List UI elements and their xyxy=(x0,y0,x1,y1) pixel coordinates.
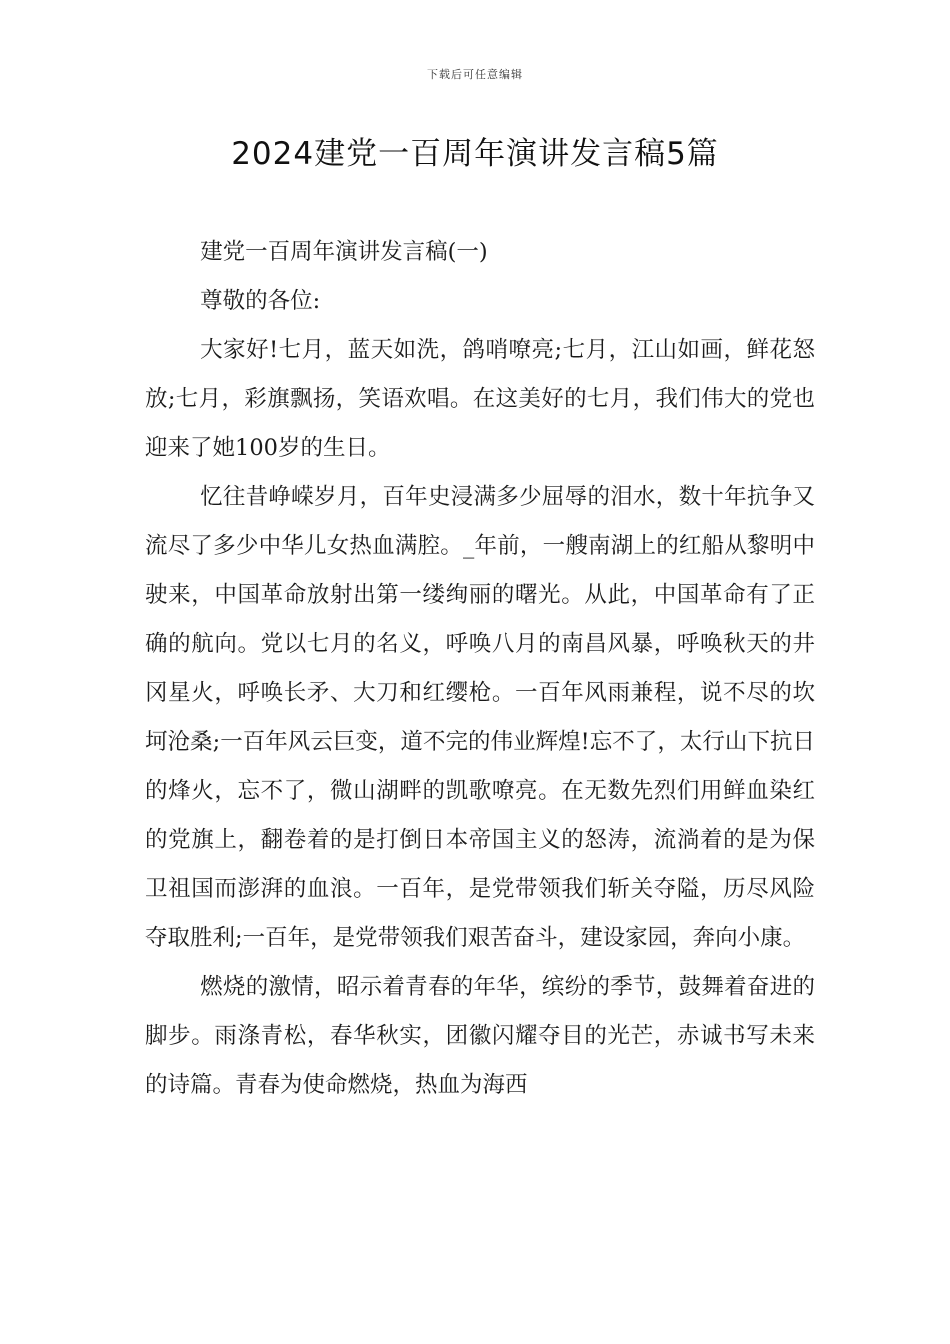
document-title: 2024建党一百周年演讲发言稿5篇 xyxy=(231,136,719,172)
section-heading: 建党一百周年演讲发言稿(一) xyxy=(200,239,488,265)
paragraph: 燃烧的激情，昭示着青春的年华，缤纷的季节，鼓舞着奋进的脚步。雨涤青松，春华秋实，团徽闪耀夺目的光芒，赤诚书写未来的诗篇。青春为使命燃烧，热血为海西 xyxy=(145,974,815,1098)
paragraph: 忆往昔峥嵘岁月，百年史浸满多少屈辱的泪水，数十年抗争又流尽了多少中华儿女热血满腔。_年前，一艘南湖上的红船从黎明中驶来，中国革命放射出第一缕绚丽的曙光。从此，中国革命有了正确的航向。党以七月的名义，呼唤八月的南昌风暴，呼唤秋天的井冈星火，呼唤长矛、大刀和红缨枪。一百年风雨兼程，说不尽的坎坷沧桑;一百年风云巨变，道不完的伟业辉煌!忘不了，太行山下抗日的烽火，忘不了，微山湖畔的凯歌嘹亮。在无数先烈们用鲜血染红的党旗上，翻卷着的是打倒日本帝国主义的怒涛，流淌着的是为保卫祖国而澎湃的血浪。一百年，是党带领我们斩关夺隘，历尽风险夺取胜利;一百年，是党带领我们艰苦奋斗，建设家园，奔向小康。 xyxy=(145,484,815,951)
salutation: 尊敬的各位: xyxy=(200,288,321,314)
paragraph: 大家好!七月，蓝天如洗，鸽哨嘹亮;七月，江山如画，鲜花怒放;七月，彩旗飘扬，笑语欢唱。在这美好的七月，我们伟大的党也迎来了她100岁的生日。 xyxy=(145,337,815,461)
document-body xyxy=(145,228,815,1110)
header-note: 下载后可任意编辑 xyxy=(427,68,523,81)
